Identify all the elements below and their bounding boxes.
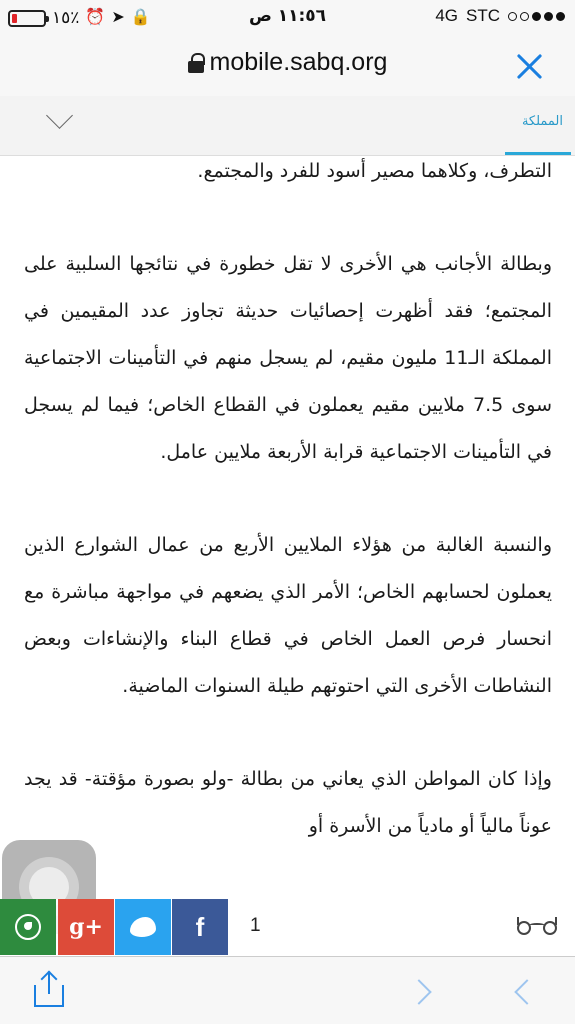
lock-icon — [188, 53, 204, 73]
battery-percent: ١٥٪ — [52, 8, 80, 27]
article-paragraph: التطرف، وكلاهما مصير أسود للفرد والمجتمع. — [197, 160, 552, 182]
article-paragraph: والنسبة الغالبة من هؤلاء الملايين الأربع من عمال الشوارع الذين يعملون لحسابهم الخاص؛ الأمر الذي يضعهم في مواجهة مباشرة مع انحسار فرص العمل الخاص في قطاع البناء والإنشاءات وبعض النشاطات الأخرى التي احتوتهم طيلة السنوات الماضية. — [24, 534, 552, 697]
article-text — [24, 156, 552, 896]
chevron-down-icon[interactable] — [44, 110, 74, 130]
status-time: ١١:٥٦ ص — [248, 6, 327, 26]
twitter-share-button[interactable] — [115, 899, 171, 955]
forward-icon[interactable] — [412, 979, 432, 1005]
network-type: 4G — [435, 6, 458, 25]
article-paragraph: وبطالة الأجانب هي الأخرى لا تقل خطورة في نتائجها السلبية على المجتمع؛ فقد أظهرت إحصائيات حديثة تجاوز عدد المقيمين في المملكة الـ11 مليون مقيم، لم يسجل منهم في التأمينات الاجتماعية سوى 7.5 ملايين مقيم يعملون في القطاع الخاص؛ فيما لم يسجل في التأمينات الاجتماعية قرابة الأربعة ملايين عامل. — [24, 253, 552, 463]
google-plus-icon: g+ — [69, 914, 103, 940]
facebook-icon: f — [195, 911, 205, 942]
close-icon[interactable] — [515, 52, 543, 80]
glasses-icon[interactable] — [517, 917, 557, 939]
tab-kingdom[interactable]: المملكة — [521, 114, 563, 129]
google-plus-share-button[interactable] — [58, 899, 114, 955]
article-paragraph: وإذا كان المواطن الذي يعاني من بطالة -ولو بصورة مؤقتة- قد يجد عوناً مالياً أو مادياً من الأسرة أو — [24, 768, 552, 837]
share-icon[interactable] — [34, 975, 64, 1005]
orientation-lock-icon: 🔒 — [130, 9, 151, 26]
carrier-name: STC — [466, 6, 500, 25]
back-icon[interactable] — [512, 979, 532, 1005]
address-bar — [0, 36, 575, 96]
facebook-share-button[interactable] — [172, 899, 228, 955]
share-bar — [0, 899, 575, 956]
alarm-icon: ⏰ — [85, 9, 106, 26]
url-display[interactable] — [0, 48, 575, 77]
status-right — [435, 6, 565, 26]
browser-toolbar — [0, 956, 575, 1024]
active-tab-indicator — [505, 152, 571, 155]
signal-strength-icon — [508, 12, 565, 21]
section-nav — [0, 96, 575, 156]
location-arrow-icon: ➤ — [111, 9, 125, 26]
whatsapp-share-button[interactable] — [0, 899, 56, 955]
article-body — [0, 156, 575, 956]
whatsapp-icon — [15, 914, 41, 940]
twitter-bird-icon — [130, 917, 156, 937]
status-bar — [0, 0, 575, 36]
share-count: 1 — [250, 915, 261, 936]
url-domain: mobile.sabq.org — [209, 48, 388, 76]
